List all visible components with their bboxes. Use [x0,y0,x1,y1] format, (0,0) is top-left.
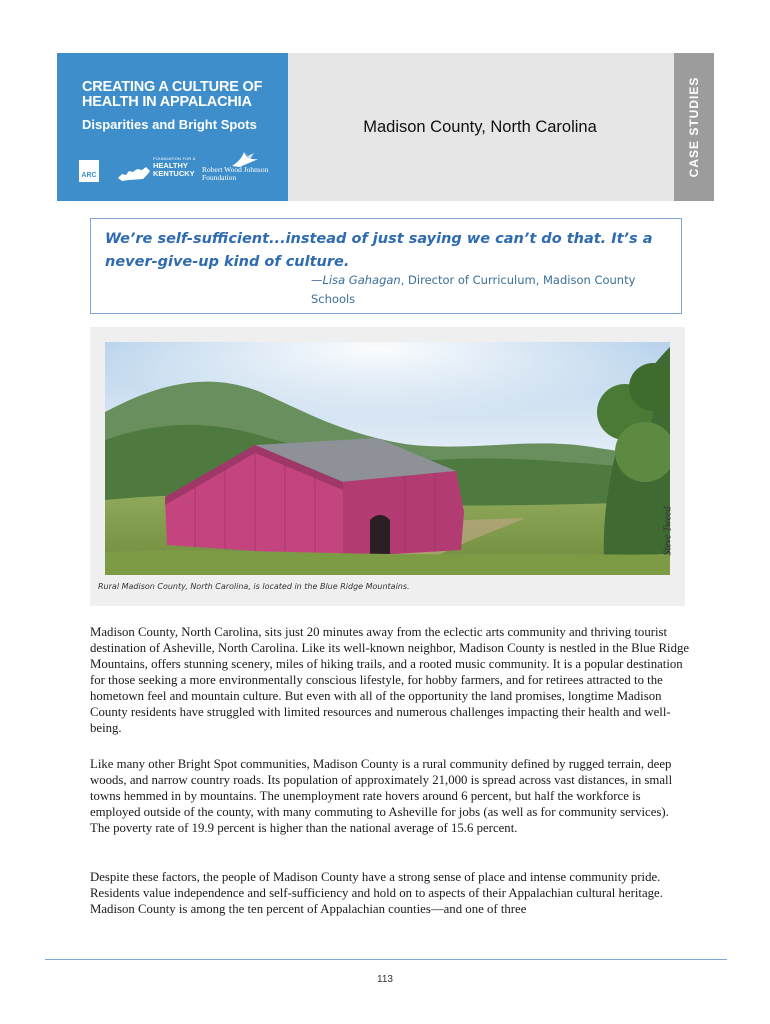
attribution-role: , Director of Curriculum, Madison County Schools [311,273,636,306]
quote-text: We’re self-sufficient...instead of just saying we can’t do that. It’s a never-give-up kind of culture. [105,231,653,270]
kentucky-logo-tagline: FOUNDATION FOR A [153,156,196,161]
rwjf-logo [202,150,272,186]
body-paragraph-2: Like many other Bright Spot communities, Madison County is a rural community defined by rugged terrain, deep woods, and narrow country roads. Its population of approximately 21,000 is spread across vast distances, in small towns hemmed in by mountains. The unemployment rate hovers around 6 percent, but half the workforce is employed outside of the county, with many commuting to Asheville for jobs (as well as for community services). The poverty rate of 19.9 percent is higher than the national average of 15.6 percent. [90,757,673,835]
healthy-kentucky-logo [117,156,195,184]
footer-rule [45,959,727,960]
body-paragraph-1: Madison County, North Carolina, sits just 20 minutes away from the eclectic arts community and thriving tourist destination of Asheville, North Carolina. Like its well-known neighbor, Madison County is nestled in the Blue Ridge Mountains, offers stunning scenery, miles of hiking trails, and a rooted music community. It is a popular destination for those seeking a more environmentally conscious lifestyle, for hobby farmers, and for retirees attracted to the hometown feel and mountain culture. But even with all of the opportunity the land promises, longtime Madison County residents have struggled with limited resources and numerous challenges impacting their health and well-being. [90,625,690,735]
rwjf-logo-line1: Robert Wood Johnson [202,165,269,174]
pull-quote [90,218,682,314]
rwjf-logo-line2: Foundation [202,173,237,182]
photo-credit: Steve Tweed [662,506,674,556]
case-studies-label: CASE STUDIES [687,76,701,178]
kentucky-logo-line1: HEALTHY [153,161,188,170]
rwjf-logo-text [202,166,268,182]
kentucky-logo-name [153,162,195,177]
page-number: 113 [377,974,393,985]
page-title: Madison County, North Carolina [363,118,597,136]
brand-subtitle: Disparities and Bright Spots [82,117,257,132]
brand-box [57,53,288,201]
barn-photo [105,342,670,575]
brand-title: CREATING A CULTURE OF HEALTH IN APPALACHIA [82,79,263,110]
kentucky-map-icon [117,166,151,182]
case-studies-tab [674,53,714,201]
attribution-name: Lisa Gahagan [322,273,401,287]
photo-caption: Rural Madison County, North Carolina, is located in the Blue Ridge Mountains. [98,582,410,591]
kentucky-logo-line2: KENTUCKY [153,168,195,178]
body-paragraph-3: Despite these factors, the people of Madison County have a strong sense of place and intense community pride. Residents value independence and self-sufficiency and hold on to aspects of their Appalachian cultural heritage. Madison County is among the ten percent of Appalachian counties—and one of three [90,870,663,916]
arc-logo [79,160,99,182]
photo-panel [90,327,685,606]
quote-attribution [311,271,641,309]
partner-logos [79,150,279,186]
attribution-dash: — [311,273,323,287]
barn-landscape-image [105,342,670,575]
arc-logo-text: ARC [81,172,97,179]
